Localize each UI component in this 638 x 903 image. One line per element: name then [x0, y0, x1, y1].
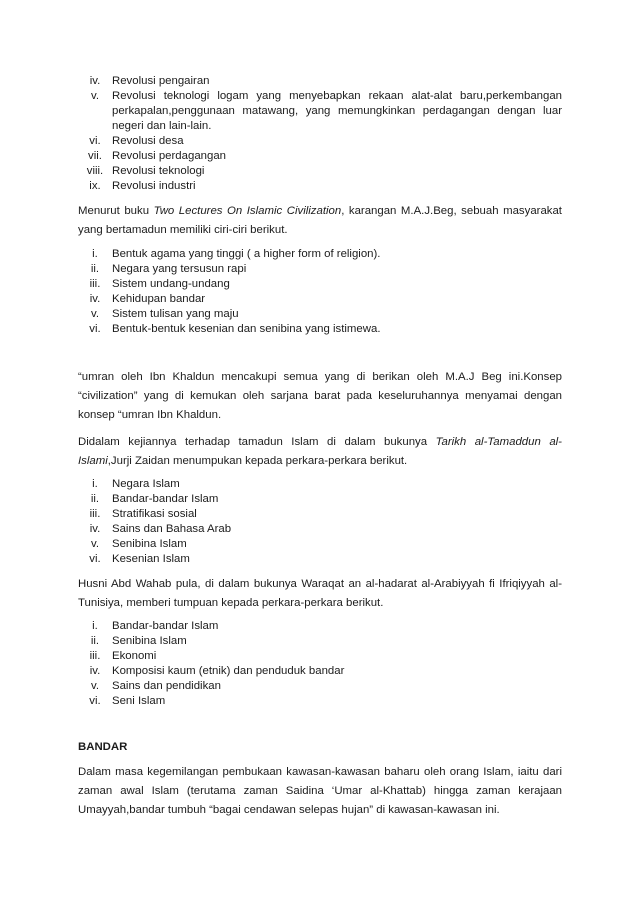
list-item-number: ii. [90, 635, 100, 647]
list-item-text: Senibina Islam [112, 635, 187, 647]
list-item-number: ii. [90, 263, 100, 275]
list-item [78, 134, 562, 149]
para3-text-after: ,Jurji Zaidan menumpukan kepada perkara-perkara berikut. [107, 455, 408, 467]
list-item [78, 477, 562, 492]
list-item-text: Stratifikasi sosial [112, 508, 197, 520]
list-item-number: vi. [89, 695, 101, 707]
paragraph-bandar: Dalam masa kegemilangan pembukaan kawasan-kawasan baharu oleh orang Islam, iaitu dari zaman awal Islam (terutama zaman Saidina ‘Umar al-Khattab) hingga zaman kerajaan Umayyah,bandar tumbuh “bagai cendawan selepas hujan” di kawasan-kawasan ini. [78, 766, 562, 816]
list-item-text: Bentuk-bentuk kesenian dan senibina yang istimewa. [112, 323, 381, 335]
paragraph-beg [78, 202, 562, 240]
list-item-text: Sistem tulisan yang maju [112, 308, 239, 320]
list-item [78, 507, 562, 522]
list-item-text: Kesenian Islam [112, 553, 190, 565]
list-item [78, 322, 562, 337]
husni-list [78, 619, 562, 709]
list-item [78, 179, 562, 194]
list-item [78, 89, 562, 134]
list-item [78, 164, 562, 179]
list-item-text: Sains dan Bahasa Arab [112, 523, 232, 535]
list-item-number: v. [90, 308, 99, 320]
book-title-beg: Two Lectures On Islamic Civilization [153, 205, 342, 217]
list-item-text: Revolusi desa [112, 135, 184, 147]
list-item-text: Sistem undang-undang [112, 278, 230, 290]
list-item [78, 492, 562, 507]
list-item-number: ii. [90, 493, 100, 505]
list-item-text: Senibina Islam [112, 538, 187, 550]
list-item-number: i. [92, 478, 98, 490]
list-item-text: Revolusi industri [112, 180, 196, 192]
paragraph-husni: Husni Abd Wahab pula, di dalam bukunya Waraqat an al-hadarat al-Arabiyyah fi Ifriqiyyah al-Tunisiya, memberi tumpuan kepada perkara-perkara berikut. [78, 578, 562, 609]
list-item-text: Sains dan pendidikan [112, 680, 221, 692]
list-item-number: vii. [88, 150, 102, 162]
list-item [78, 522, 562, 537]
list-item-text: Bentuk agama yang tinggi ( a higher form of religion). [112, 248, 381, 260]
list-item [78, 537, 562, 552]
list-item-number: iii. [89, 278, 101, 290]
list-item-number: ix. [89, 180, 101, 192]
list-item [78, 694, 562, 709]
list-item-number: iii. [89, 508, 101, 520]
list-item [78, 649, 562, 664]
list-item-number: vi. [89, 553, 101, 565]
list-item-number: viii. [86, 165, 104, 177]
list-item-text: Revolusi teknologi [112, 165, 205, 177]
zaidan-list [78, 477, 562, 567]
paragraph-umran: “umran oleh Ibn Khaldun mencakupi semua yang di berikan oleh M.A.J Beg ini.Konsep “civilization” yang di kemukan oleh sarjana barat pada keseluruhannya menyamai dengan konsep “umran Ibn Khaldun. [78, 371, 562, 421]
list-item-number: i. [92, 620, 98, 632]
list-item [78, 664, 562, 679]
list-item [78, 307, 562, 322]
list-item-number: v. [90, 538, 99, 550]
para1-text-after: , karangan M.A.J.Beg, sebuah masyarakat yang bertamadun memiliki ciri-ciri berikut. [78, 205, 562, 236]
para1-text-before: Menurut buku [78, 205, 154, 217]
revolution-list [78, 74, 562, 194]
list-item-text: Kehidupan bandar [112, 293, 206, 305]
list-item-text: Komposisi kaum (etnik) dan penduduk bandar [112, 665, 345, 677]
list-item-text: Bandar-bandar Islam [112, 493, 219, 505]
book-title-zaidan: Tarikh al-Tamaddun al-Islami [78, 436, 562, 467]
list-item-number: iii. [89, 650, 101, 662]
list-item [78, 619, 562, 634]
list-item [78, 292, 562, 307]
list-item-text: Bandar-bandar Islam [112, 620, 219, 632]
list-item-text: Ekonomi [112, 650, 157, 662]
list-item-text: Negara yang tersusun rapi [112, 263, 247, 275]
list-item [78, 74, 562, 89]
list-item [78, 277, 562, 292]
para3-text-before: Didalam kejiannya terhadap tamadun Islam di dalam bukunya [78, 436, 436, 448]
civilization-criteria-list [78, 247, 562, 337]
list-item [78, 247, 562, 262]
paragraph-zaidan [78, 433, 562, 471]
list-item-number: iv. [89, 665, 101, 677]
list-item [78, 149, 562, 164]
list-item-number: i. [92, 248, 98, 260]
list-item-number: vi. [89, 135, 101, 147]
list-item-number: v. [90, 680, 99, 692]
list-item-number: v. [90, 90, 99, 102]
list-item [78, 262, 562, 277]
list-item-number: iv. [89, 523, 101, 535]
list-item-number: iv. [89, 293, 101, 305]
list-item-text: Seni Islam [112, 695, 166, 707]
list-item [78, 679, 562, 694]
list-item-number: iv. [89, 75, 101, 87]
list-item-number: vi. [89, 323, 101, 335]
list-item-text: Negara Islam [112, 478, 180, 490]
list-item [78, 634, 562, 649]
list-item-text: Revolusi perdagangan [112, 150, 226, 162]
section-heading: BANDAR [78, 741, 128, 753]
list-item [78, 552, 562, 567]
document-page [78, 74, 562, 820]
list-item-text: Revolusi teknologi logam yang menyebapkan rekaan alat-alat baru,perkembangan perkapalan,penggunaan matawang, yang memungkinkan perdagangan dengan luar negeri dan lain-lain. [112, 90, 562, 132]
list-item-text: Revolusi pengairan [112, 75, 210, 87]
